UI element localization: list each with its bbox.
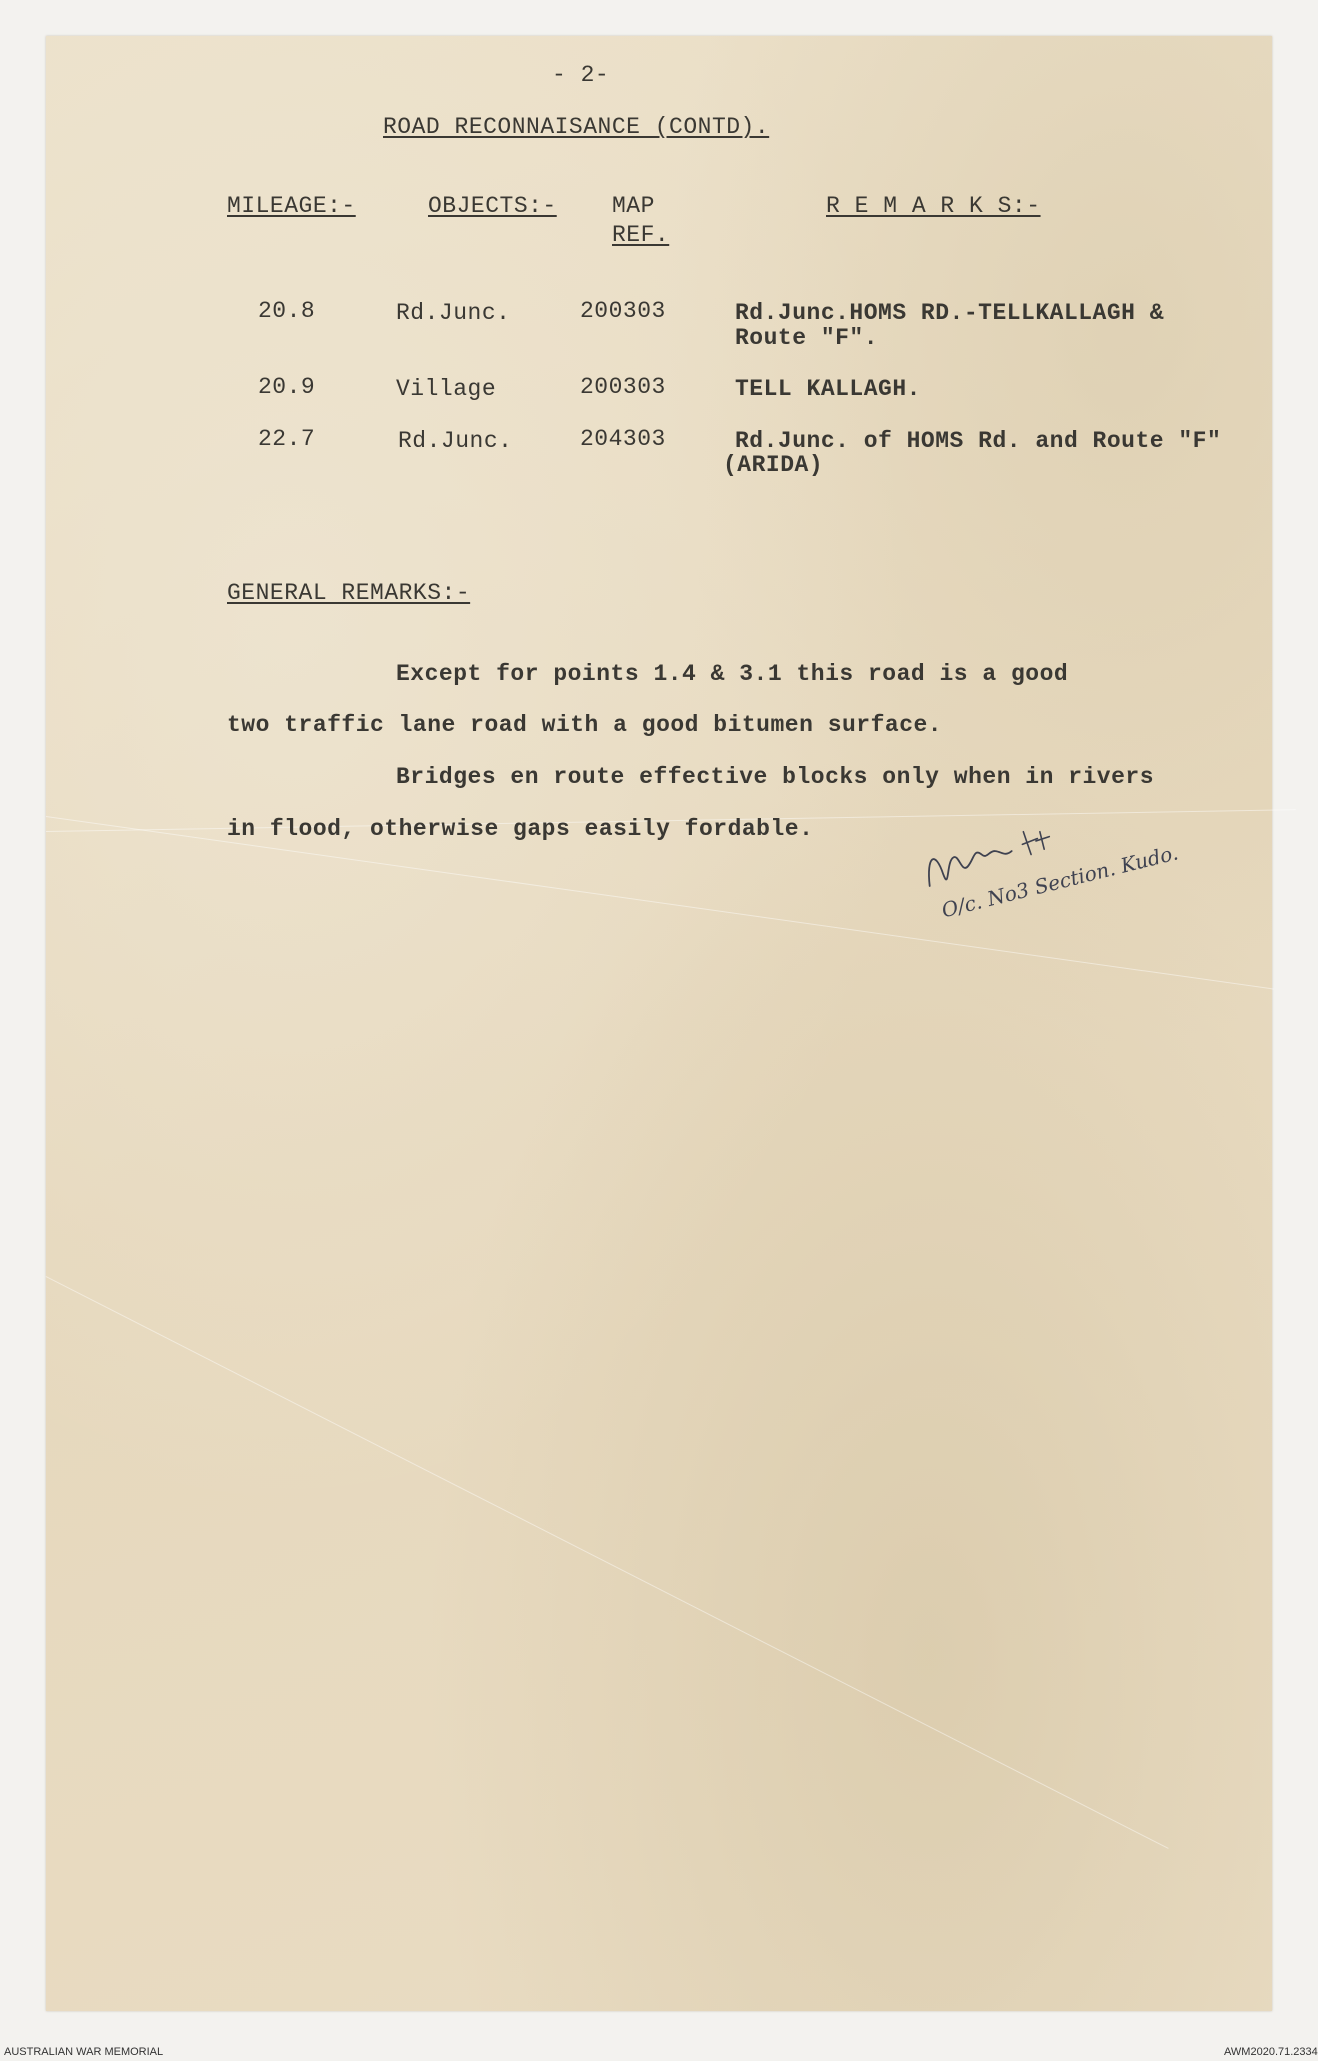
cell-object: Rd.Junc. bbox=[398, 428, 513, 454]
cell-object: Rd.Junc. bbox=[396, 300, 511, 326]
cell-remarks-line1: Rd.Junc. of HOMS Rd. and Route "F" bbox=[735, 428, 1222, 454]
cell-mileage: 20.8 bbox=[258, 298, 316, 324]
general-remarks-line: Except for points 1.4 & 3.1 this road is a good bbox=[396, 661, 1069, 687]
general-remarks-line: Bridges en route effective blocks only when in rivers bbox=[396, 764, 1155, 790]
general-remarks-line: in flood, otherwise gaps easily fordable. bbox=[227, 816, 814, 842]
cell-remarks-line1: Rd.Junc.HOMS RD.-TELLKALLAGH & bbox=[735, 300, 1165, 326]
cell-map-ref: 200303 bbox=[580, 298, 666, 324]
cell-remarks-line1: TELL KALLAGH. bbox=[735, 376, 921, 402]
general-remarks-line: two traffic lane road with a good bitumen surface. bbox=[227, 712, 943, 738]
cell-remarks-line2: (ARIDA) bbox=[723, 452, 824, 478]
cell-remarks-line2: Route "F". bbox=[735, 325, 879, 351]
paper-crease bbox=[46, 1276, 1169, 1849]
document-title: ROAD RECONNAISANCE (CONTD). bbox=[383, 114, 770, 140]
header-remarks: R E M A R K S:- bbox=[826, 193, 1041, 219]
header-map-ref-line2: REF. bbox=[612, 222, 670, 248]
general-remarks-heading: GENERAL REMARKS:- bbox=[227, 580, 471, 606]
footer-source: AUSTRALIAN WAR MEMORIAL bbox=[4, 2046, 164, 2058]
document-page bbox=[46, 36, 1272, 2011]
cell-map-ref: 204303 bbox=[580, 426, 666, 452]
footer-accession-number: AWM2020.71.2334 bbox=[1224, 2046, 1318, 2058]
cell-map-ref: 200303 bbox=[580, 374, 666, 400]
header-map-ref-line1: MAP bbox=[612, 193, 655, 219]
cell-object: Village bbox=[396, 376, 497, 402]
header-mileage: MILEAGE:- bbox=[227, 193, 356, 219]
page-number: - 2- bbox=[552, 62, 610, 88]
header-objects: OBJECTS:- bbox=[428, 193, 557, 219]
cell-mileage: 22.7 bbox=[258, 426, 316, 452]
cell-mileage: 20.9 bbox=[258, 374, 316, 400]
signature-caption: O/c. No3 Section. Kudo. bbox=[939, 840, 1181, 923]
